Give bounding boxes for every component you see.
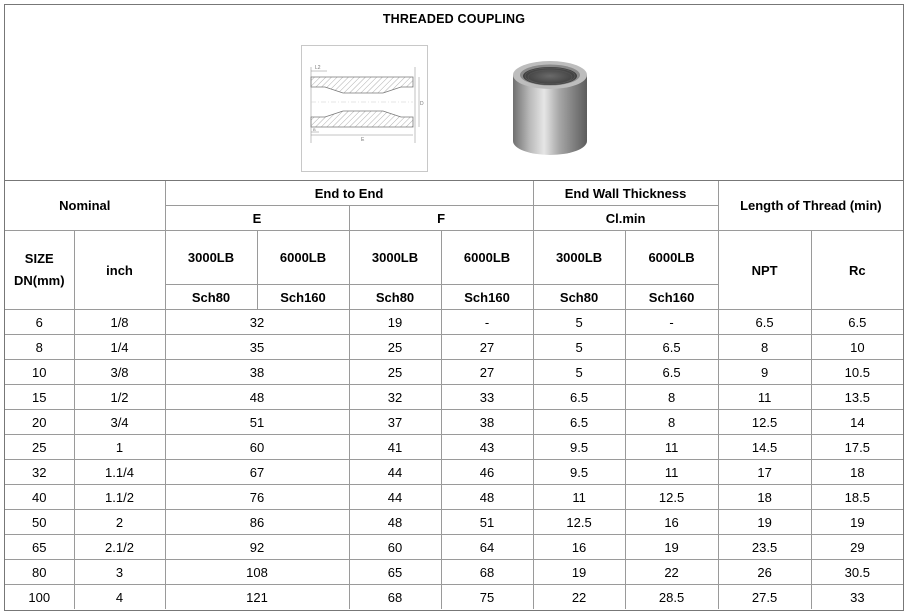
end-wall-thickness-header: End Wall Thickness	[533, 181, 718, 206]
dn-cell: 15	[5, 385, 74, 410]
c-3000lb-header: 3000LB	[533, 231, 625, 285]
inch-cell: 3/8	[74, 360, 165, 385]
inch-cell: 1/8	[74, 310, 165, 335]
table-row	[5, 460, 903, 485]
e-cell: 48	[165, 385, 349, 410]
cl-6000lb-cell: 22	[625, 560, 718, 585]
table-row	[5, 360, 903, 385]
cl-3000lb-cell: 6.5	[533, 385, 625, 410]
npt-cell: 9	[718, 360, 811, 385]
cl-6000lb-cell: 11	[625, 460, 718, 485]
cl-3000lb-cell: 6.5	[533, 410, 625, 435]
page-title: THREADED COUPLING	[382, 12, 526, 26]
rc-cell: 10	[811, 335, 903, 360]
cl-3000lb-cell: 11	[533, 485, 625, 510]
f-6000lb-cell: 75	[441, 585, 533, 610]
f-3000lb-cell: 41	[349, 435, 441, 460]
cl-6000lb-cell: 28.5	[625, 585, 718, 610]
f-6000lb-cell: 51	[441, 510, 533, 535]
cl-3000lb-cell: 19	[533, 560, 625, 585]
npt-cell: 26	[718, 560, 811, 585]
cl-3000lb-cell: 5	[533, 335, 625, 360]
f-6000lb-cell: 64	[441, 535, 533, 560]
end-to-end-header: End to End	[165, 181, 533, 206]
f-6000lb-header: 6000LB	[441, 231, 533, 285]
table-row	[5, 410, 903, 435]
e-header: E	[165, 206, 349, 231]
inch-cell: 3	[74, 560, 165, 585]
inch-cell: 1.1/2	[74, 485, 165, 510]
dn-cell: 80	[5, 560, 74, 585]
dn-cell: 6	[5, 310, 74, 335]
f-6000lb-cell: 27	[441, 335, 533, 360]
rc-header: Rc	[811, 231, 903, 310]
f-3000lb-cell: 44	[349, 460, 441, 485]
cl-3000lb-cell: 5	[533, 360, 625, 385]
npt-cell: 19	[718, 510, 811, 535]
f-6000lb-cell: 46	[441, 460, 533, 485]
f-3000lb-cell: 68	[349, 585, 441, 610]
spec-sheet	[4, 4, 904, 611]
f-6000lb-cell: -	[441, 310, 533, 335]
size-dn-header	[5, 231, 74, 310]
table-row	[5, 335, 903, 360]
length-of-thread-header: Length of Thread (min)	[718, 181, 903, 231]
rc-cell: 17.5	[811, 435, 903, 460]
f-3000lb-cell: 37	[349, 410, 441, 435]
e-6000lb-header: 6000LB	[257, 231, 349, 285]
rc-cell: 29	[811, 535, 903, 560]
npt-cell: 18	[718, 485, 811, 510]
e-cell: 108	[165, 560, 349, 585]
svg-text:D: D	[420, 101, 424, 107]
f-6000lb-cell: 38	[441, 410, 533, 435]
npt-cell: 12.5	[718, 410, 811, 435]
dn-cell: 10	[5, 360, 74, 385]
npt-cell: 27.5	[718, 585, 811, 610]
rc-cell: 30.5	[811, 560, 903, 585]
coupling-photo	[505, 55, 595, 163]
rc-cell: 18	[811, 460, 903, 485]
f-6000lb-cell: 48	[441, 485, 533, 510]
cl-6000lb-cell: 19	[625, 535, 718, 560]
f-3000lb-cell: 19	[349, 310, 441, 335]
dn-cell: 32	[5, 460, 74, 485]
f-sch80-header: Sch80	[349, 285, 441, 310]
table-row	[5, 510, 903, 535]
e-cell: 121	[165, 585, 349, 610]
npt-cell: 17	[718, 460, 811, 485]
npt-header: NPT	[718, 231, 811, 310]
table-row	[5, 560, 903, 585]
svg-text:B: B	[313, 127, 316, 132]
svg-text:L2: L2	[315, 65, 321, 71]
dn-mm-label: DN(mm)	[13, 273, 65, 288]
cl-3000lb-cell: 16	[533, 535, 625, 560]
c-6000lb-header: 6000LB	[625, 231, 718, 285]
cl-6000lb-cell: 6.5	[625, 335, 718, 360]
dn-cell: 100	[5, 585, 74, 610]
size-label: SIZE	[24, 251, 54, 266]
dn-cell: 8	[5, 335, 74, 360]
npt-cell: 23.5	[718, 535, 811, 560]
e-cell: 92	[165, 535, 349, 560]
inch-cell: 1.1/4	[74, 460, 165, 485]
npt-cell: 8	[718, 335, 811, 360]
table-row	[5, 485, 903, 510]
f-3000lb-header: 3000LB	[349, 231, 441, 285]
coupling-cross-section-drawing	[301, 45, 429, 173]
rc-cell: 14	[811, 410, 903, 435]
f-header: F	[349, 206, 533, 231]
cl-6000lb-cell: 11	[625, 435, 718, 460]
cl-3000lb-cell: 9.5	[533, 435, 625, 460]
dn-cell: 20	[5, 410, 74, 435]
inch-cell: 1/2	[74, 385, 165, 410]
cl-6000lb-cell: -	[625, 310, 718, 335]
f-6000lb-cell: 33	[441, 385, 533, 410]
dn-cell: 25	[5, 435, 74, 460]
e-cell: 76	[165, 485, 349, 510]
e-cell: 38	[165, 360, 349, 385]
rc-cell: 6.5	[811, 310, 903, 335]
e-sch80-header: Sch80	[165, 285, 257, 310]
svg-text:E: E	[361, 137, 365, 143]
dn-cell: 65	[5, 535, 74, 560]
inch-cell: 1	[74, 435, 165, 460]
cl-6000lb-cell: 16	[625, 510, 718, 535]
table-row	[5, 310, 903, 335]
rc-cell: 18.5	[811, 485, 903, 510]
cl-6000lb-cell: 8	[625, 410, 718, 435]
cl-6000lb-cell: 6.5	[625, 360, 718, 385]
cl-min-header: Cl.min	[533, 206, 718, 231]
e-cell: 67	[165, 460, 349, 485]
table-row	[5, 435, 903, 460]
e-sch160-header: Sch160	[257, 285, 349, 310]
dimension-table	[5, 181, 903, 609]
npt-cell: 6.5	[718, 310, 811, 335]
e-cell: 86	[165, 510, 349, 535]
inch-cell: 3/4	[74, 410, 165, 435]
c-sch80-header: Sch80	[533, 285, 625, 310]
inch-cell: 4	[74, 585, 165, 610]
npt-cell: 11	[718, 385, 811, 410]
rc-cell: 19	[811, 510, 903, 535]
f-6000lb-cell: 68	[441, 560, 533, 585]
f-3000lb-cell: 60	[349, 535, 441, 560]
f-3000lb-cell: 25	[349, 335, 441, 360]
inch-header: inch	[74, 231, 165, 310]
table-row	[5, 385, 903, 410]
rc-cell: 13.5	[811, 385, 903, 410]
npt-cell: 14.5	[718, 435, 811, 460]
figure-panel	[5, 5, 903, 181]
e-cell: 60	[165, 435, 349, 460]
e-3000lb-header: 3000LB	[165, 231, 257, 285]
cl-3000lb-cell: 12.5	[533, 510, 625, 535]
rc-cell: 33	[811, 585, 903, 610]
c-sch160-header: Sch160	[625, 285, 718, 310]
rc-cell: 10.5	[811, 360, 903, 385]
nominal-header: Nominal	[5, 181, 165, 231]
table-row	[5, 585, 903, 610]
f-3000lb-cell: 65	[349, 560, 441, 585]
cl-3000lb-cell: 5	[533, 310, 625, 335]
cl-6000lb-cell: 12.5	[625, 485, 718, 510]
f-6000lb-cell: 27	[441, 360, 533, 385]
f-3000lb-cell: 48	[349, 510, 441, 535]
table-row	[5, 535, 903, 560]
f-3000lb-cell: 32	[349, 385, 441, 410]
f-3000lb-cell: 25	[349, 360, 441, 385]
f-sch160-header: Sch160	[441, 285, 533, 310]
dn-cell: 50	[5, 510, 74, 535]
inch-cell: 1/4	[74, 335, 165, 360]
f-6000lb-cell: 43	[441, 435, 533, 460]
e-cell: 32	[165, 310, 349, 335]
cl-6000lb-cell: 8	[625, 385, 718, 410]
inch-cell: 2	[74, 510, 165, 535]
e-cell: 35	[165, 335, 349, 360]
e-cell: 51	[165, 410, 349, 435]
inch-cell: 2.1/2	[74, 535, 165, 560]
dn-cell: 40	[5, 485, 74, 510]
cl-3000lb-cell: 9.5	[533, 460, 625, 485]
f-3000lb-cell: 44	[349, 485, 441, 510]
cl-3000lb-cell: 22	[533, 585, 625, 610]
